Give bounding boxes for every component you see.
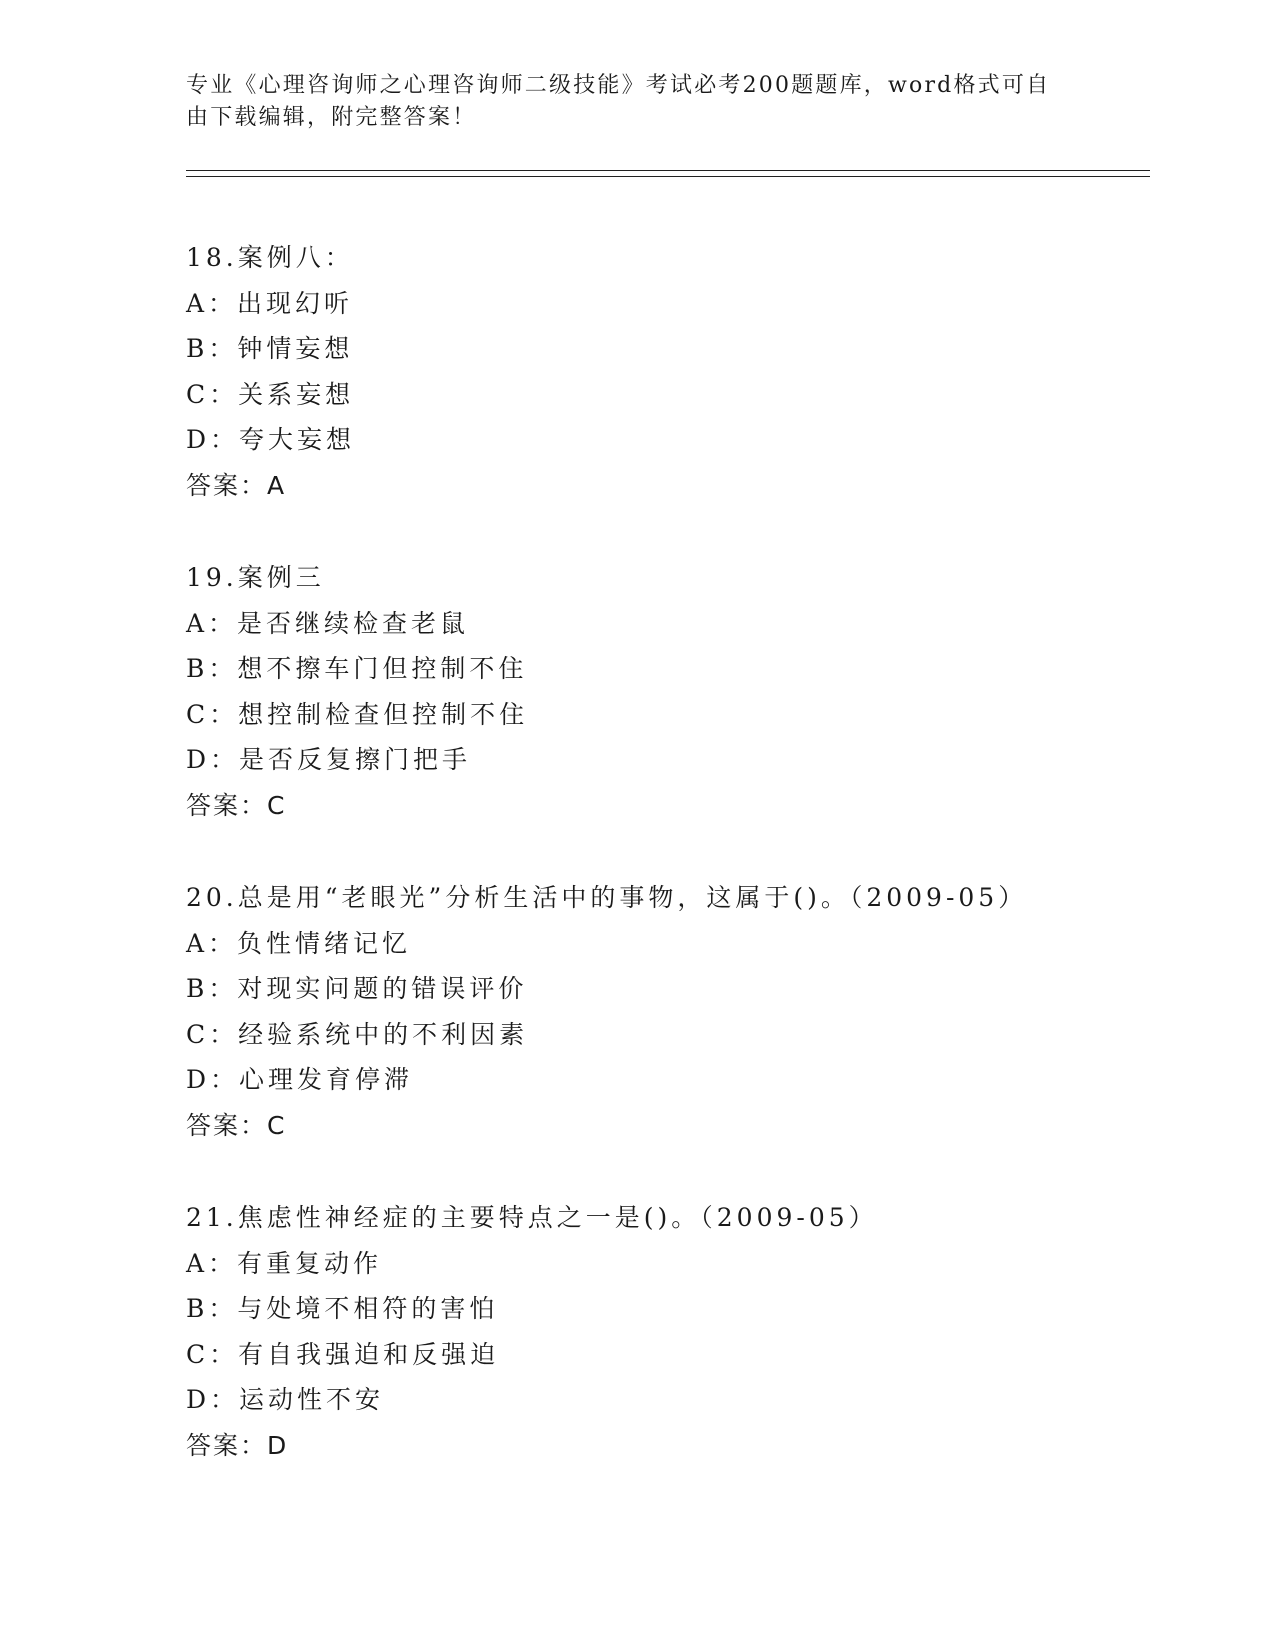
option-b: B：想不擦车门但控制不住 [186, 654, 528, 683]
question-18 [186, 235, 1150, 508]
question-20 [186, 875, 1150, 1148]
option-c: C：经验系统中的不利因素 [186, 1019, 529, 1049]
option-c: C：关系妄想 [186, 379, 355, 409]
question-stem: 21.焦虑性神经症的主要特点之一是()。（2009-05） [186, 1203, 878, 1232]
option-c: C：有自我强迫和反强迫 [186, 1339, 500, 1369]
document-header: 专业《心理咨询师之心理咨询师二级技能》考试必考200题题库，word格式可自由下载编辑，附完整答案！ [186, 73, 1051, 130]
option-d: D：心理发育停滞 [186, 1065, 414, 1094]
header-double-rule [186, 170, 1150, 177]
question-19 [186, 555, 1150, 828]
question-stem: 18.案例八： [186, 243, 354, 272]
question-list [186, 235, 1150, 1468]
option-d: D：夸大妄想 [186, 425, 356, 454]
question-21 [186, 1195, 1150, 1468]
option-a: A：有重复动作 [186, 1248, 383, 1278]
option-b: B：钟情妄想 [186, 334, 354, 363]
document-page [186, 70, 1150, 1515]
answer-label: 答案：D [186, 1430, 289, 1460]
option-d: D：运动性不安 [186, 1385, 385, 1414]
answer-label: 答案：C [186, 790, 287, 820]
option-c: C：想控制检查但控制不住 [186, 699, 529, 729]
answer-label: 答案：C [186, 1110, 287, 1140]
option-a: A：是否继续检查老鼠 [186, 608, 470, 638]
option-d: D：是否反复擦门把手 [186, 745, 472, 774]
answer-label: 答案：A [186, 470, 287, 500]
option-b: B：与处境不相符的害怕 [186, 1294, 499, 1323]
question-stem: 20.总是用“老眼光”分析生活中的事物，这属于()。（2009-05） [186, 883, 1028, 912]
option-b: B：对现实问题的错误评价 [186, 974, 528, 1003]
question-stem: 19.案例三 [186, 563, 325, 592]
option-a: A：出现幻听 [186, 288, 354, 318]
option-a: A：负性情绪记忆 [186, 928, 412, 958]
